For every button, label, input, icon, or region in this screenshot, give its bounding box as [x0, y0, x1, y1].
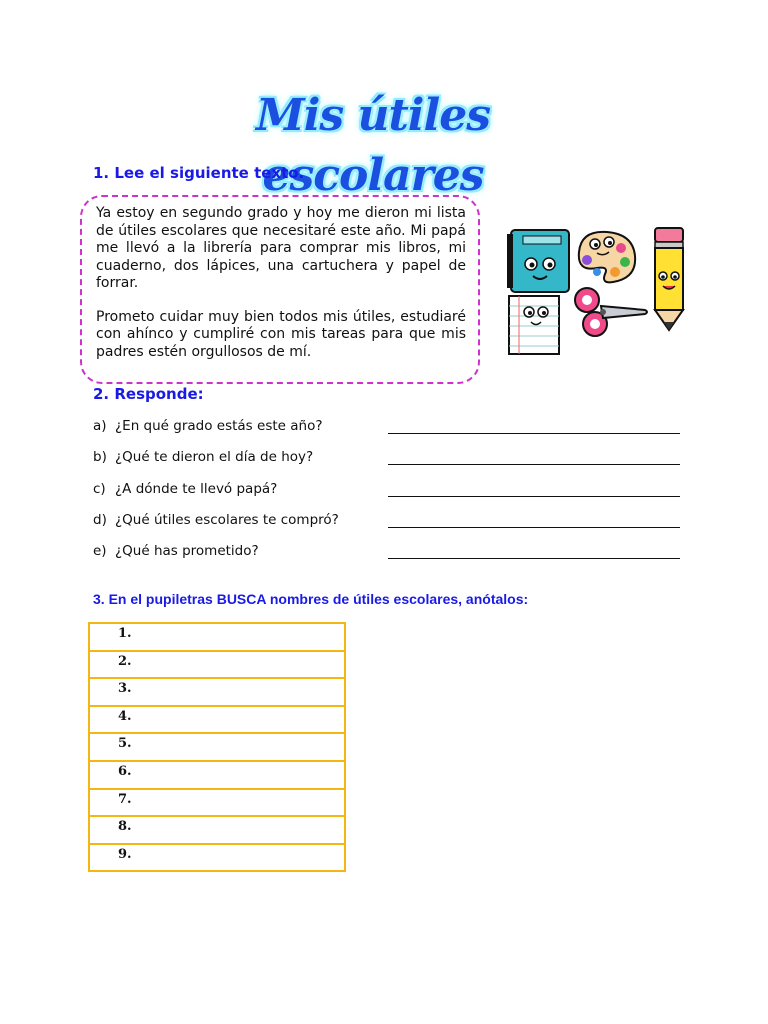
question-letter: c) — [93, 481, 106, 497]
reading-text — [96, 205, 466, 377]
answer-line[interactable] — [388, 464, 680, 465]
question-text: ¿Qué has prometido? — [115, 543, 259, 559]
list-item-number: 7. — [118, 791, 132, 807]
scissors-icon — [575, 288, 647, 336]
list-item-number: 9. — [118, 846, 132, 862]
section-1-heading: 1. Lee el siguiente texto. — [93, 164, 305, 182]
list-item[interactable] — [90, 734, 344, 762]
list-item-number: 1. — [118, 626, 132, 641]
school-supplies-clipart — [505, 226, 689, 358]
question-letter: e) — [93, 543, 107, 559]
question-row-d — [93, 512, 683, 532]
question-row-b — [93, 449, 683, 469]
question-letter: d) — [93, 512, 107, 528]
list-item-number: 8. — [118, 819, 132, 835]
notepad-icon — [509, 296, 559, 354]
worksheet-title: Mis útiles escolares — [255, 90, 491, 201]
list-item[interactable] — [90, 679, 344, 707]
answer-line[interactable] — [388, 527, 680, 528]
list-item-number: 5. — [118, 736, 132, 752]
pencil-icon — [655, 228, 683, 330]
list-item-number: 3. — [118, 681, 132, 697]
reading-paragraph-2: Prometo cuidar muy bien todos mis útiles, estudiaré con ahínco y cumpliré con mis tareas para que mis padres estén orgullosos de mí. — [96, 308, 466, 360]
list-item[interactable] — [90, 652, 344, 680]
notebook-icon — [507, 230, 569, 292]
question-text: ¿Qué te dieron el día de hoy? — [115, 449, 314, 465]
paint-palette-icon — [579, 232, 635, 283]
list-item[interactable] — [90, 845, 344, 873]
list-item[interactable] — [90, 762, 344, 790]
question-row-a — [93, 418, 683, 438]
answer-line[interactable] — [388, 558, 680, 559]
list-item[interactable] — [90, 817, 344, 845]
list-item-number: 2. — [118, 653, 132, 669]
answer-line[interactable] — [388, 433, 680, 434]
question-letter: b) — [93, 449, 107, 465]
answer-line[interactable] — [388, 496, 680, 497]
question-row-c — [93, 481, 683, 501]
question-letter: a) — [93, 418, 107, 434]
list-item-number: 4. — [118, 708, 132, 724]
question-text: ¿Qué útiles escolares te compró? — [115, 512, 339, 528]
question-text: ¿A dónde te llevó papá? — [115, 481, 278, 497]
answer-list-table — [88, 622, 346, 872]
list-item[interactable] — [90, 707, 344, 735]
list-item[interactable] — [90, 790, 344, 818]
list-item-number: 6. — [118, 764, 132, 779]
reading-paragraph-1: Ya estoy en segundo grado y hoy me dieron mi lista de útiles escolares que necesitaré este año. Mi papá me llevó a la librería para comprar mis libros, mi cuaderno, dos lápices, una cartuchera y papel de forrar. — [96, 205, 466, 291]
question-text: ¿En qué grado estás este año? — [115, 418, 323, 434]
section-2-heading: 2. Responde: — [93, 385, 204, 403]
list-item[interactable] — [90, 624, 344, 652]
question-row-e — [93, 543, 683, 563]
section-3-heading: 3. En el pupiletras BUSCA nombres de útiles escolares, anótalos: — [93, 591, 529, 607]
